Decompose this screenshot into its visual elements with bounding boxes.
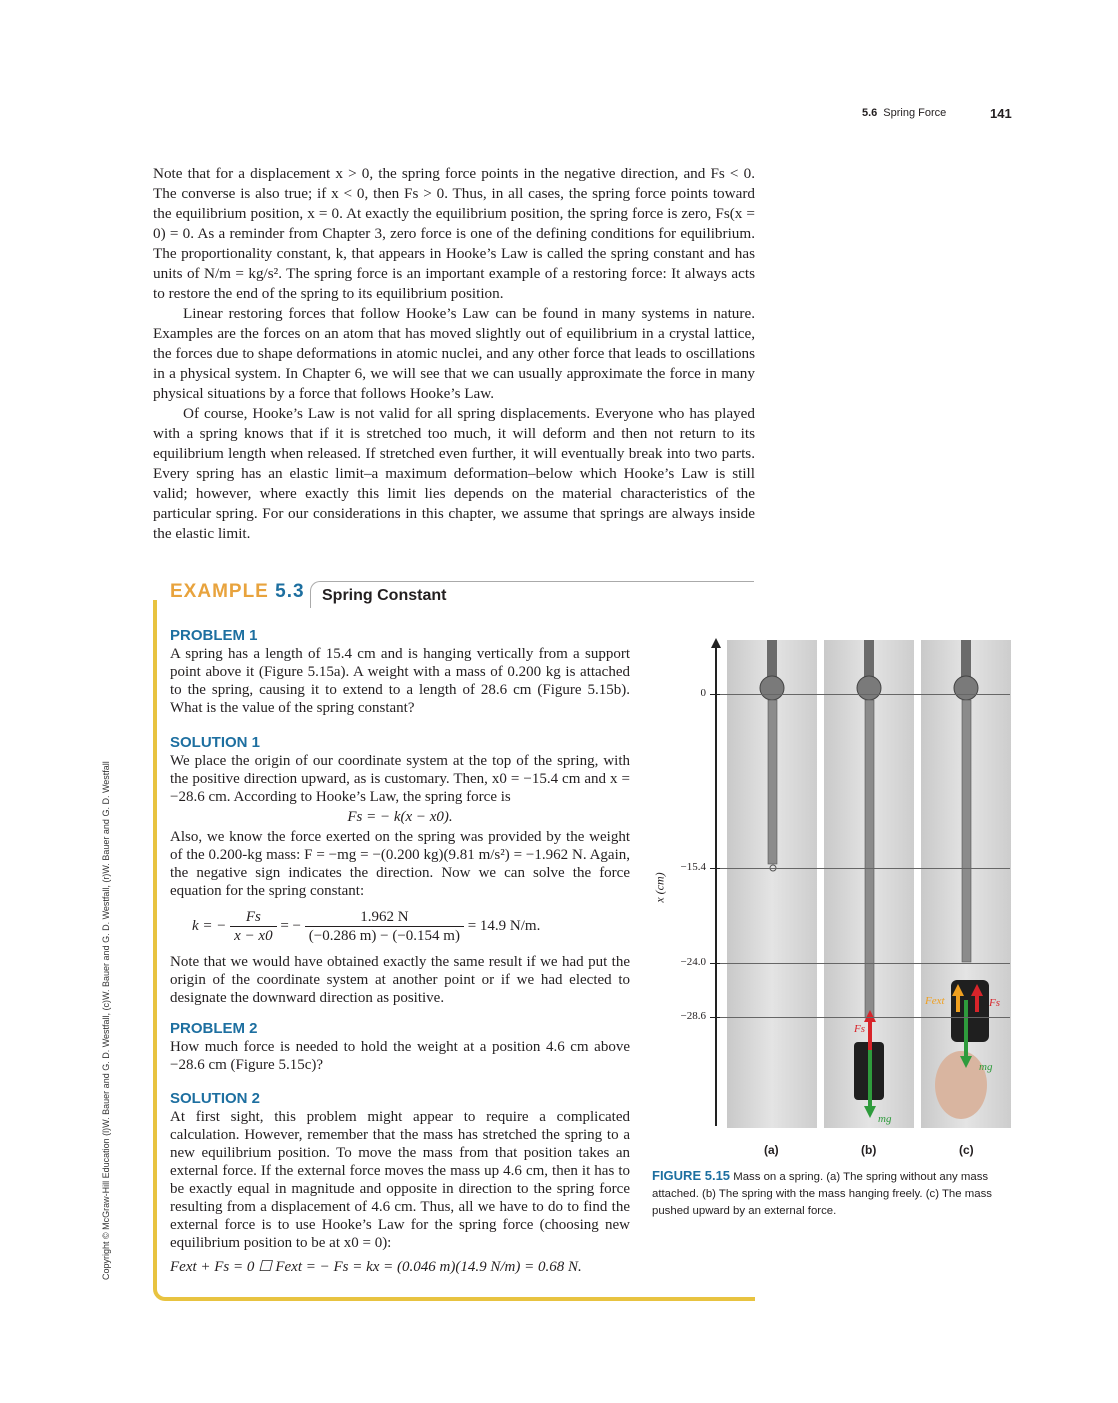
paragraph-2: Linear restoring forces that follow Hooke’s Law can be found in many systems in nature. Examples are the forces on an atom that has moved slightly out of equilibrium in a crystal lattice, the forces due to shape deformations in atomic nuclei, and any other force that leads to oscillations in a physical system. In Chapter 6, we will see that we can usually approximate the force in many physical situations by a force that follows Hooke’s Law.	[153, 305, 755, 402]
spring-c-illustration	[921, 640, 1011, 1128]
tick-0	[710, 694, 720, 695]
tick-28-6	[710, 1017, 720, 1018]
ref-line-15-4	[720, 868, 1010, 869]
ref-line-0	[720, 694, 1010, 695]
panel-label-c: (c)	[959, 1143, 974, 1157]
figure-caption-label: FIGURE 5.15	[652, 1168, 731, 1183]
problem-2-heading: PROBLEM 2	[170, 1020, 258, 1037]
tick-label-24-0: −24.0	[680, 956, 706, 968]
equation-spring-constant: k = − $\frac{Fs}{x - x0}$ = − $\frac{1.962 N}{(-0.286 m) - (-0.154 m)}$ = 14.9 N/m.	[192, 909, 541, 944]
example-number: 5.3	[275, 581, 305, 602]
copyright-notice: Copyright © McGraw-Hill Education (l)W. Bauer and G. D. Westfall, (c)W. Bauer and G. D. Westfall, (r)W. Bauer and G. D. Westfall	[101, 761, 111, 1280]
figure-caption-text: Mass on a spring. (a) The spring without any mass attached. (b) The spring with the mass hanging freely. (c) The mass pushed upward by an external force.	[652, 1171, 992, 1217]
x-axis-arrow	[711, 638, 721, 648]
solution-2	[170, 1090, 630, 1276]
paragraph-1: Note that for a displacement x > 0, the spring force points in the negative direction, and Fs < 0. The converse is also true; if x < 0, then Fs > 0. Thus, in all cases, the spring force points toward the equilibrium position, x = 0. At exactly the equilibrium position, the spring force is zero, Fs(x = 0) = 0. As a reminder from Chapter 3, zero force is one of the defining conditions for equilibrium. The proportionality constant, k, that appears in Hooke’s Law is called the spring constant and has units of N/m = kg/s². The spring force is an important example of a restoring force: It always acts to restore the end of the spring to its equilibrium position.	[153, 165, 755, 302]
solution-1-text-b: Also, we know the force exerted on the spring was provided by the weight of the 0.200-kg mass: F = −mg = −(0.200 kg)(9.81 m/s²) = −1.962 N. Again, the negative sign indicates the direction. Now we can solve the force equation for the spring constant:	[170, 829, 630, 899]
solution-2-text: At first sight, this problem might appear to require a complicated calculation. However, remember that the mass has stretched the spring to a new equilibrium position. To move the mass from that position takes an external force. If the external force moves the mass up 4.6 cm, then it has to be exactly equal in magnitude and opposite in direction to the spring force resulting from a displacement of 4.6 cm. Thus, all we have to do to find the external force is to use Hooke’s Law for the spring force (choosing new equilibrium position to be at x0 = 0):	[170, 1109, 630, 1251]
section-title: Spring Force	[883, 107, 947, 119]
panel-a-photo	[727, 640, 817, 1128]
equation-hookes-law: Fs = − k(x − x0).	[347, 809, 453, 825]
problem-1-text: A spring has a length of 15.4 cm and is hanging vertically from a support point above it (Figure 5.15a). A weight with a mass of 0.200 kg is attached to the spring, causing it to extend to a length of 28.6 cm (Figure 5.15b). What is the value of the spring constant?	[170, 646, 630, 716]
solution-2-heading: SOLUTION 2	[170, 1090, 261, 1107]
section-number: 5.6	[862, 107, 878, 119]
tick-label-0: 0	[700, 687, 706, 699]
figure-caption	[652, 1167, 992, 1220]
problem-1	[170, 627, 630, 717]
body-text	[153, 164, 755, 544]
figure-5-15	[727, 640, 1011, 1128]
svg-text:Fs: Fs	[854, 1023, 865, 1035]
problem-2	[170, 1020, 630, 1074]
page-number: 141	[990, 106, 1012, 121]
tick-24-0	[710, 963, 720, 964]
x-axis-label: x (cm)	[652, 872, 667, 903]
example-title: Spring Constant	[322, 587, 447, 604]
solution-1-text-a: We place the origin of our coordinate system at the top of the spring, with the positive direction upward, as is customary. Then, x0 = −15.4 cm and x = −28.6 cm. According to Hooke’s Law, the spring force is	[170, 753, 630, 805]
panel-c-photo	[921, 640, 1011, 1128]
solution-1-text-c: Note that we would have obtained exactly the same result if we had put the origin of the coordinate system at another point or if we had elected to designate the downward direction as positive.	[170, 954, 630, 1006]
tick-label-15-4: −15.4	[680, 861, 706, 873]
svg-text:mg: mg	[878, 1113, 892, 1125]
solution-1-heading: SOLUTION 1	[170, 734, 261, 751]
spring-b-illustration	[824, 640, 914, 1128]
spring-a-illustration	[727, 640, 817, 1128]
running-header	[862, 107, 946, 119]
equation-external-force: Fext + Fs = 0 ☐ Fext = − Fs = kx = (0.046 m)(14.9 N/m) = 0.68 N.	[170, 1259, 582, 1275]
problem-2-text: How much force is needed to hold the weight at a position 4.6 cm above −28.6 cm (Figure 5.15c)?	[170, 1039, 630, 1073]
svg-text:Fs: Fs	[989, 997, 1000, 1009]
svg-text:Fext: Fext	[925, 995, 945, 1007]
ref-line-28-6	[720, 1017, 1010, 1018]
x-axis-line	[715, 648, 717, 1126]
paragraph-3: Of course, Hooke’s Law is not valid for all spring displacements. Everyone who has played with a spring knows that if it is stretched too much, it will deform and then not return to its equilibrium length when released. If stretched even further, it will eventually break into two parts. Every spring has an elastic limit–a maximum deformation–below which Hooke’s Law is still valid; however, where exactly this limit lies depends on the material characteristics of the particular spring. For our considerations in this chapter, we assume that springs are always inside the elastic limit.	[153, 405, 755, 542]
solution-1	[170, 734, 630, 1007]
problem-1-heading: PROBLEM 1	[170, 627, 258, 644]
ref-line-24-0	[720, 963, 1010, 964]
svg-text:mg: mg	[979, 1061, 993, 1073]
panel-label-b: (b)	[861, 1143, 877, 1157]
example-label: EXAMPLE 5.3	[170, 581, 305, 602]
tick-label-28-6: −28.6	[680, 1010, 706, 1022]
panel-b-photo	[824, 640, 914, 1128]
panel-label-a: (a)	[764, 1143, 779, 1157]
tick-15-4	[710, 868, 720, 869]
